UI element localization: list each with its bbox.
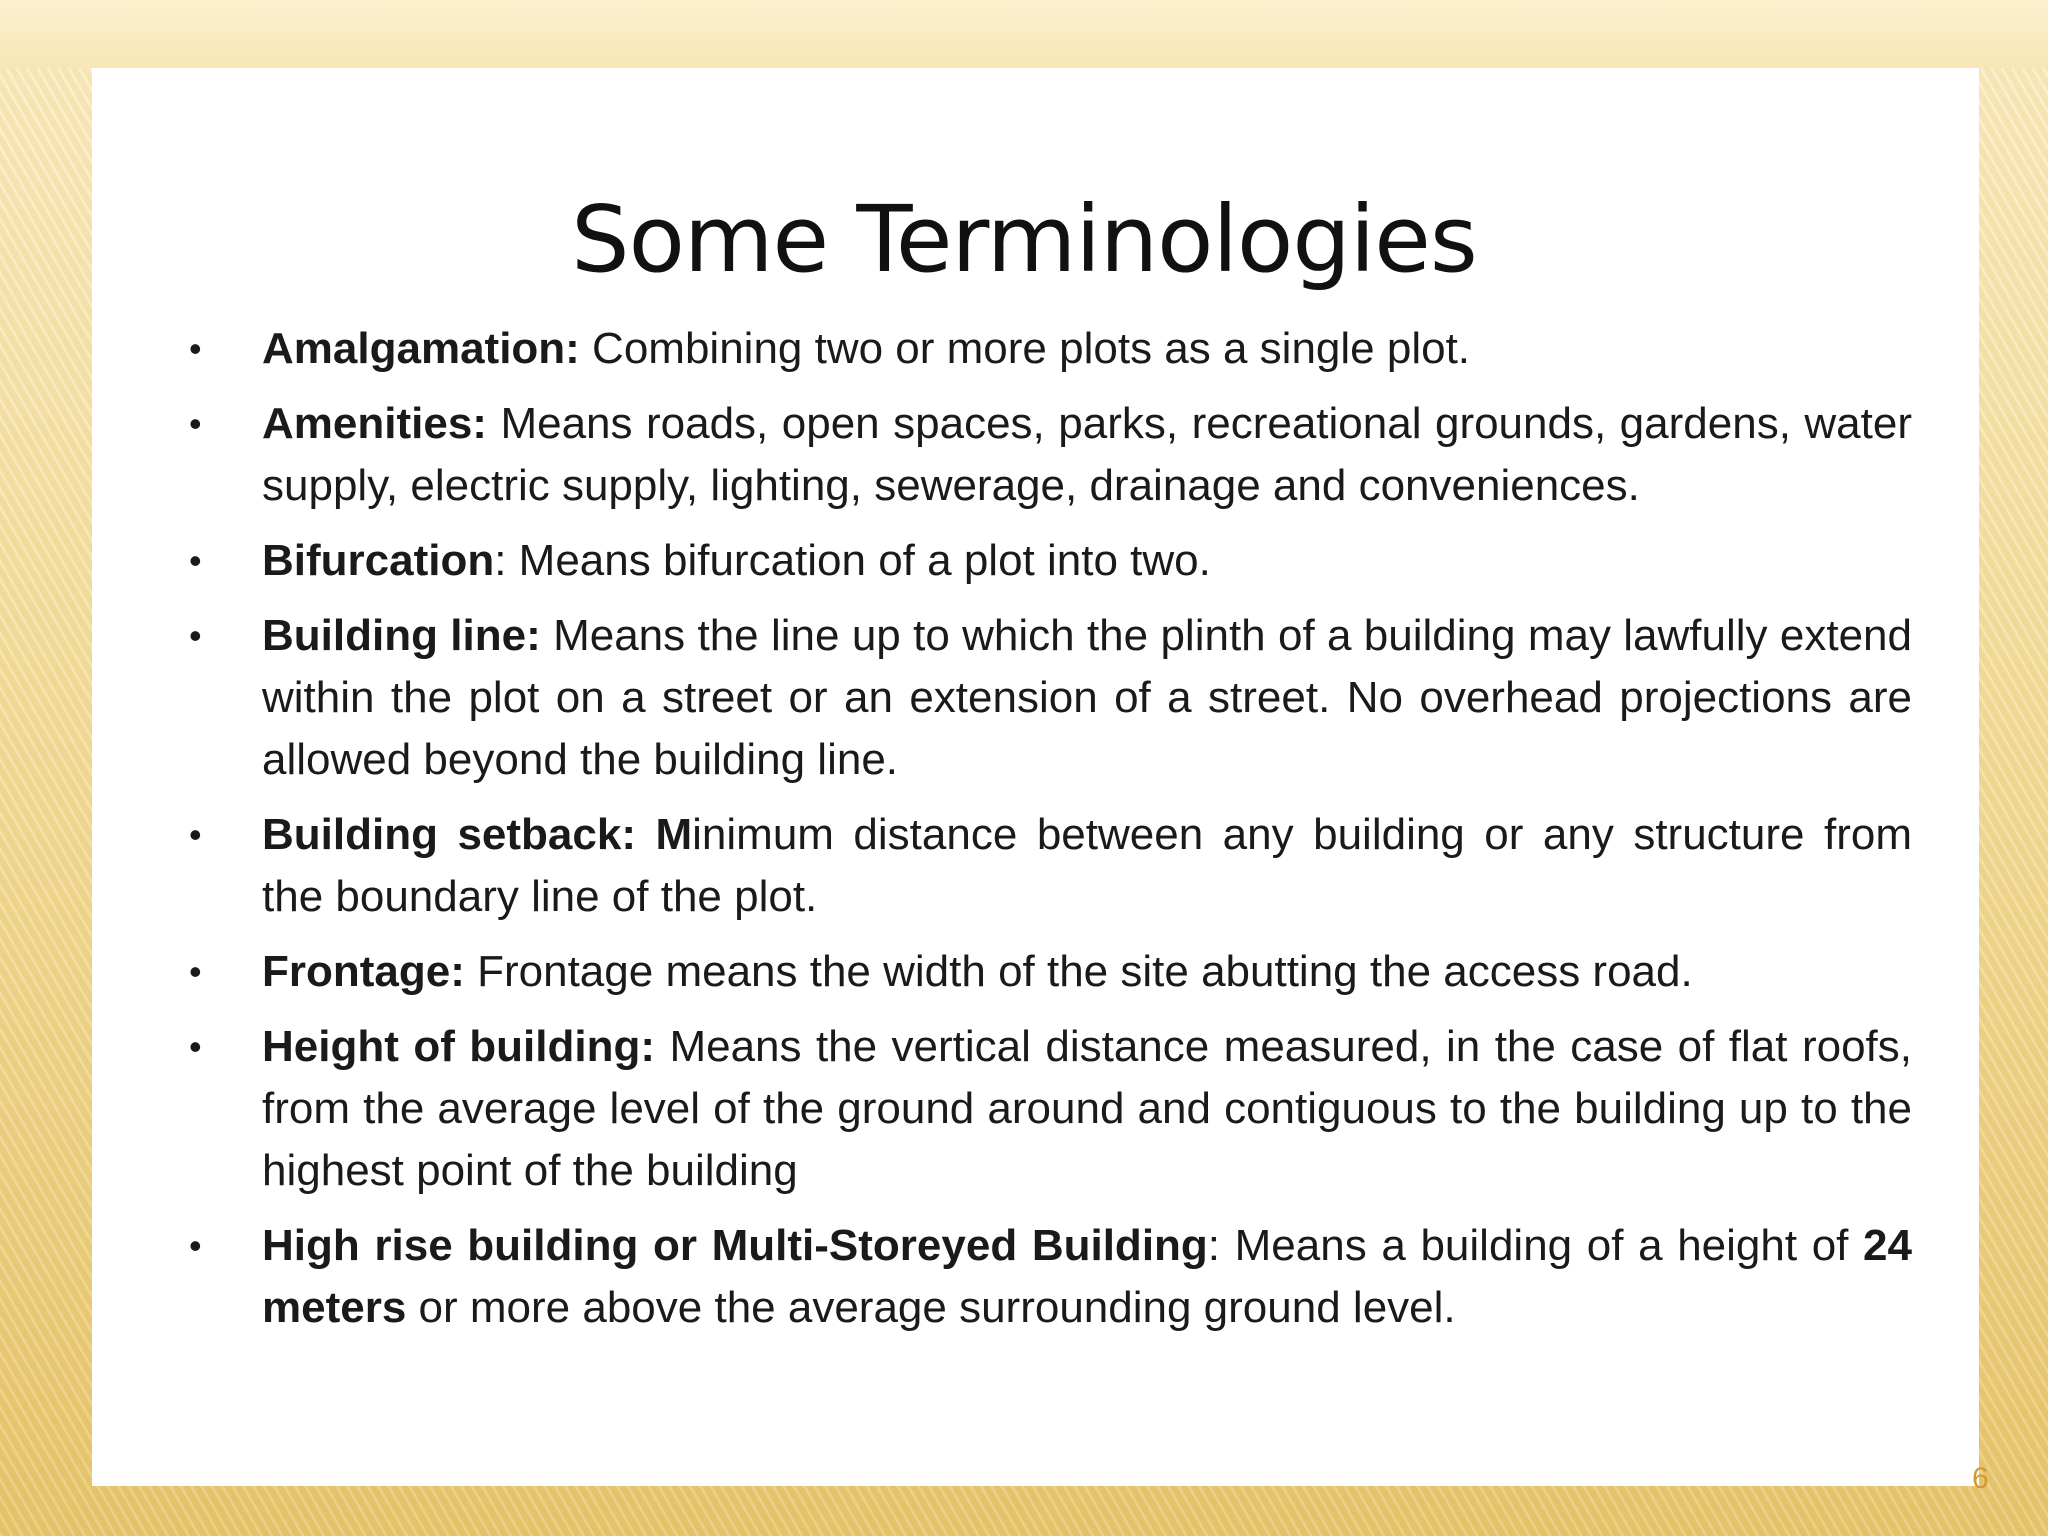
slide-title: Some Terminologies — [571, 186, 1477, 293]
bullet-icon: • — [189, 615, 202, 656]
term-label: Amalgamation: — [262, 324, 580, 373]
list-item-building-setback — [178, 804, 1912, 928]
list-item-building-line — [178, 605, 1912, 791]
term-label: High rise building or Multi-Storeyed Building — [262, 1221, 1208, 1270]
term-emphasis: 24 meters — [262, 1221, 1912, 1332]
list-item-amenities — [178, 393, 1912, 517]
bullet-icon: • — [189, 540, 202, 581]
term-definition: Frontage means the width of the site abutting the access road. — [464, 947, 1693, 996]
term-label: Building setback: M — [262, 810, 693, 859]
bullet-icon: • — [189, 814, 202, 855]
list-item-high-rise-building — [178, 1215, 1912, 1339]
bullet-icon: • — [189, 1026, 202, 1067]
term-label: Frontage: — [262, 947, 465, 996]
term-label: Height of building: — [262, 1022, 655, 1071]
term-definition: Means the vertical distance measured, in the case of flat roofs, from the average level of the ground around and contiguous to the building up to the highest point of the building — [262, 1022, 1912, 1195]
bullet-icon: • — [189, 403, 202, 444]
bullet-icon: • — [189, 328, 202, 369]
slide-background-top — [0, 0, 2048, 68]
term-definition: : Means a building of a height of — [1207, 1221, 1864, 1270]
page-number: 6 — [1972, 1462, 1989, 1495]
term-definition: : Means bifurcation of a plot into two. — [494, 536, 1211, 585]
terminology-list — [178, 318, 1912, 1352]
list-item-amalgamation — [178, 318, 1912, 380]
term-label: Amenities: — [262, 399, 487, 448]
list-item-frontage — [178, 941, 1912, 1003]
term-definition: Combining two or more plots as a single plot. — [579, 324, 1471, 373]
term-definition: inimum distance between any building or any structure from the boundary line of the plot. — [262, 810, 1912, 921]
term-definition: Means roads, open spaces, parks, recreational grounds, gardens, water supply, electric supply, lighting, sewerage, drainage and conveniences. — [262, 399, 1912, 510]
list-item-bifurcation — [178, 530, 1912, 592]
list-item-height-of-building — [178, 1016, 1912, 1202]
term-label: Building line: — [262, 611, 541, 660]
bullet-icon: • — [189, 1225, 202, 1266]
term-definition: Means the line up to which the plinth of a building may lawfully extend within the plot on a street or an extension of a street. No overhead projections are allowed beyond the building line. — [262, 611, 1912, 784]
term-label: Bifurcation — [262, 536, 495, 585]
term-definition-end: or more above the average surrounding ground level. — [406, 1283, 1456, 1332]
bullet-icon: • — [189, 951, 202, 992]
